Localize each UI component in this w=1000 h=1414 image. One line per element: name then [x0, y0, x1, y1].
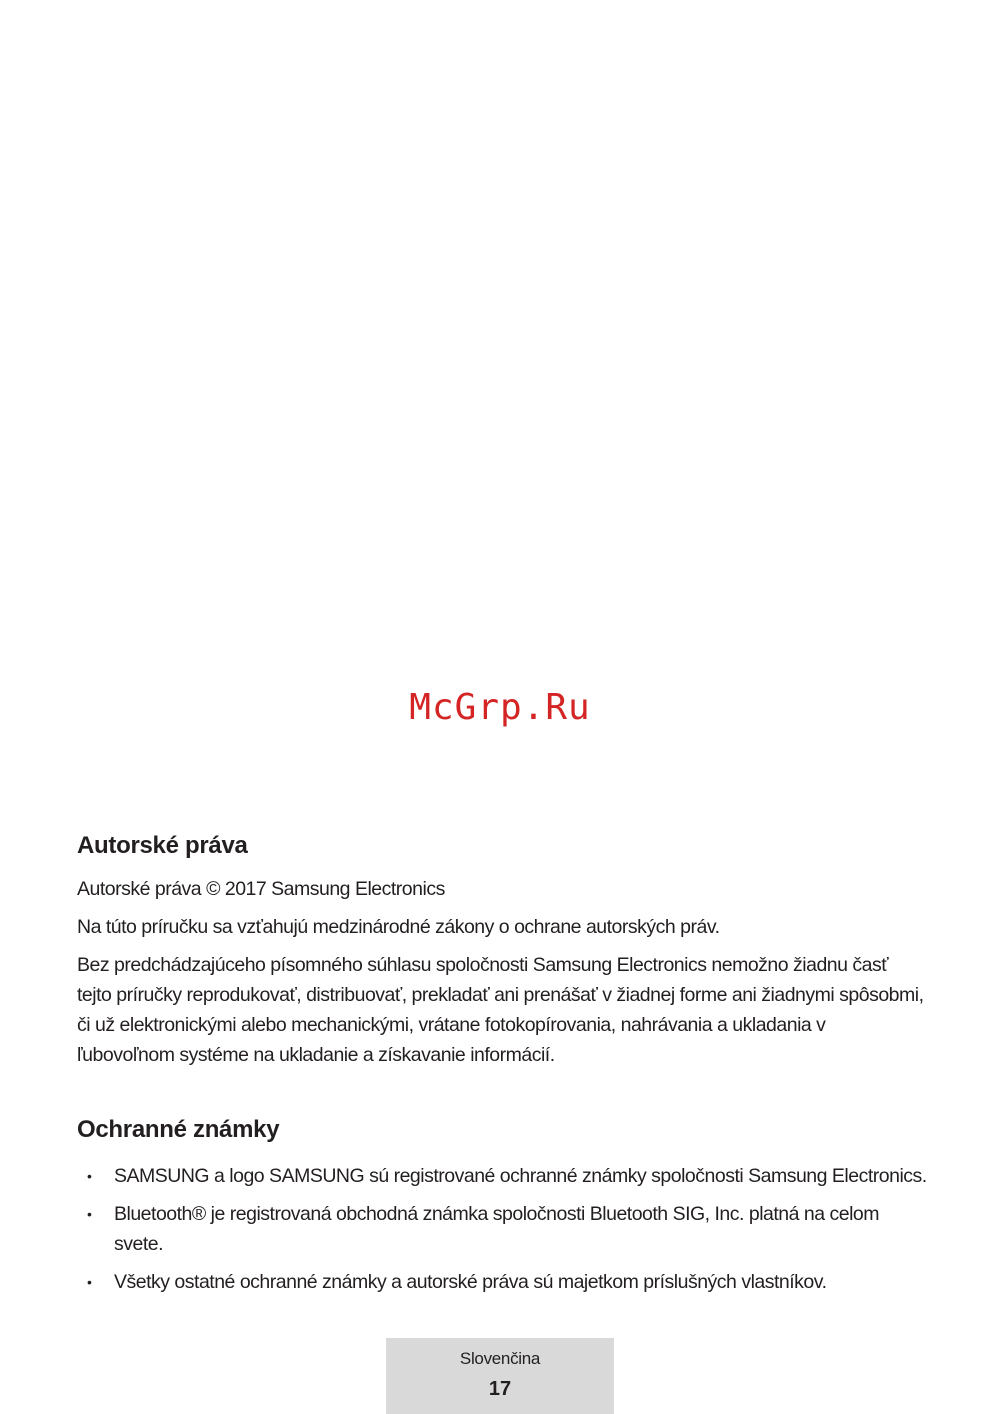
- page-footer: [386, 1338, 614, 1414]
- copyright-law-text: Na túto príručku sa vzťahujú medzinárodné zákony o ochrane autorských práv.: [77, 916, 720, 938]
- footer-language: Slovenčina: [459, 1349, 541, 1368]
- page-number: 17: [488, 1378, 512, 1400]
- list-item: [77, 1161, 927, 1191]
- watermark: McGrp.Ru: [409, 687, 591, 728]
- bullet-icon: •: [87, 1168, 92, 1184]
- trademarks-list: [77, 1161, 927, 1305]
- trademark-samsung-text: SAMSUNG a logo SAMSUNG sú registrované ochranné známky spoločnosti Samsung Electronics.: [114, 1165, 927, 1187]
- copyright-heading: Autorské práva: [77, 832, 248, 859]
- trademarks-heading: Ochranné známky: [77, 1116, 280, 1143]
- list-item: [77, 1199, 927, 1259]
- trademark-bluetooth-text: Bluetooth® je registrovaná obchodná známka spoločnosti Bluetooth SIG, Inc. platná na celom svete.: [114, 1203, 880, 1255]
- trademark-others-text: Všetky ostatné ochranné známky a autorské práva sú majetkom príslušných vlastníkov.: [114, 1271, 827, 1293]
- copyright-restriction-text: Bez predchádzajúceho písomného súhlasu spoločnosti Samsung Electronics nemožno žiadnu časť tejto príručky reprodukovať, distribuovať, prekladať ani prenášať v žiadnej forme ani žiadnymi spôsobmi, či už elektronickými alebo mechanickými, vrátane fotokopírovania, nahrávania a ukladania v ľubovoľnom systéme na ukladanie a získavanie informácií.: [77, 954, 924, 1066]
- bullet-icon: •: [87, 1274, 92, 1290]
- bullet-icon: •: [87, 1206, 92, 1222]
- copyright-notice: Autorské práva © 2017 Samsung Electronics: [77, 878, 445, 900]
- list-item: [77, 1267, 927, 1297]
